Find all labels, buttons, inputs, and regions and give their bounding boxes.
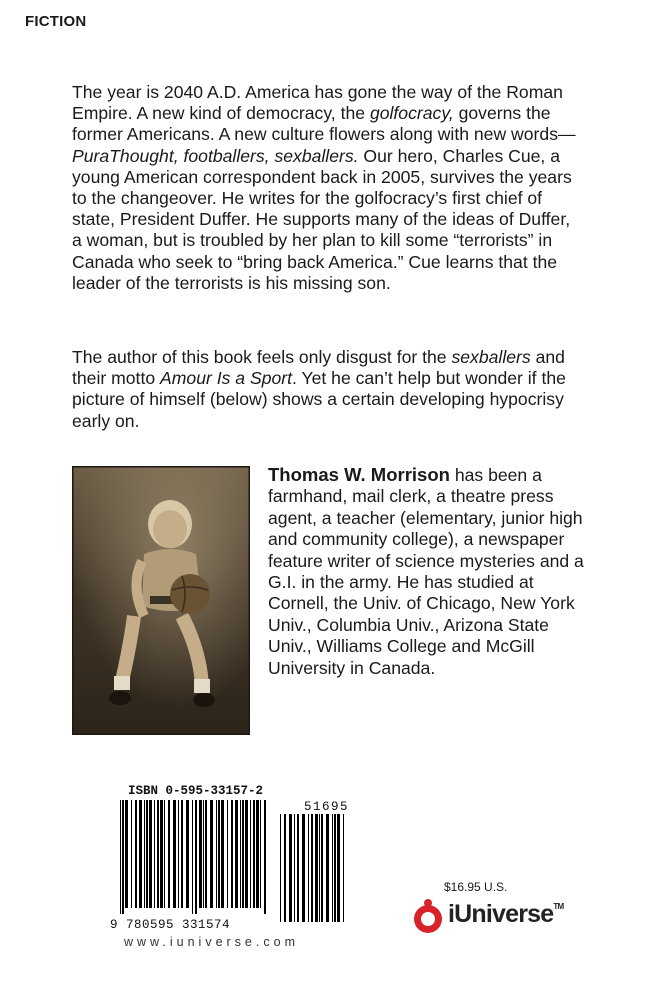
barcode-bar (135, 800, 137, 908)
text-run: The year is 2040 A.D. America has gone the way of the Roman Empire. A new kind of democracy, the (72, 82, 563, 124)
barcode-bar (284, 814, 286, 922)
isbn-label: ISBN 0-595-33157-2 (128, 784, 264, 798)
barcode-bar (192, 800, 193, 914)
barcode-bar (210, 800, 213, 908)
barcode-bar (294, 814, 295, 922)
price-label: $16.95 U.S. (444, 880, 508, 894)
barcode-bar (240, 800, 241, 908)
publisher-logo (412, 898, 582, 936)
barcode-digits: 9 780595 331574 (110, 918, 231, 932)
author-bio-text: has been a farmhand, mail clerk, a theatre press agent, a teacher (elementary, junior high and community college), a newspaper feature writer of science mysteries and a G.I. in the army. He has studied at Cornell, the Univ. of Chicago, New York Univ., Columbia Univ., Arizona State Univ., Williams College and McGill University in Canada. (268, 465, 584, 678)
barcode-bar (178, 800, 179, 908)
blurb-paragraph-2 (72, 347, 577, 432)
barcode-bar (173, 800, 176, 908)
blurb-paragraph-1 (72, 82, 577, 294)
barcode-bar (250, 800, 251, 908)
barcode-bar (308, 814, 309, 922)
barcode-bar (203, 800, 204, 908)
barcode-bar (311, 814, 313, 922)
price-code-digits: 51695 (304, 800, 350, 814)
italic-term: Amour Is a Sport (160, 368, 293, 389)
barcode-bar (146, 800, 148, 908)
barcode-bar (120, 800, 121, 914)
text-run: governs the former Americans. A new culture flowers along with new words— (72, 103, 576, 145)
barcode-bar (260, 800, 261, 908)
iuniverse-logo-icon (412, 898, 444, 936)
barcode-bar (289, 814, 292, 922)
barcode-bar (195, 800, 197, 914)
barcode-bar (216, 800, 217, 908)
barcode-bar (264, 800, 266, 914)
barcode-bars (120, 800, 266, 914)
barcode-bar (157, 800, 159, 908)
barcode-bar (160, 800, 163, 908)
barcode-bar (221, 800, 224, 908)
author-photo (72, 466, 250, 735)
barcode-bar (321, 814, 323, 922)
publisher-url: www.iuniverse.com (124, 935, 299, 949)
barcode-bar (343, 814, 344, 922)
barcode-bar (315, 814, 318, 922)
barcode-bar (319, 814, 320, 922)
barcode-bar (242, 800, 244, 908)
text-run: The author of this book feels only disgust for the (72, 347, 452, 367)
text-run: Our hero, Charles Cue, a young American correspondent back in 2005, survives the years to the changeover. He writes for the golfocracy’s first chief of state, President Duffer. He supports many of the ideas of Duffer, a woman, but is troubled by her plan to kill some “terrorists” in Canada who seek to “bring back America.” Cue learns that the leader of the terrorists is his missing son. (72, 145, 572, 293)
italic-term: PuraThought, footballers, sexballers. (72, 145, 359, 166)
text-run: and their motto (72, 347, 565, 389)
barcode-bar (218, 800, 220, 908)
italic-term: sexballers (451, 347, 531, 367)
barcode-bar (168, 800, 170, 908)
barcode-bar (297, 814, 299, 922)
barcode-bar (337, 814, 340, 922)
barcode-bar (205, 800, 207, 908)
genre-label: FICTION (25, 13, 87, 30)
barcode-bar (227, 800, 228, 908)
barcode-bar (302, 814, 305, 922)
barcode-bar (256, 800, 259, 908)
isbn-barcode (108, 780, 358, 932)
barcode-bar (144, 800, 145, 908)
barcode-bar (131, 800, 132, 908)
barcode-bar (245, 800, 248, 908)
barcode-bar (332, 814, 333, 922)
barcode-bar (253, 800, 255, 908)
barcode-bar (154, 800, 155, 908)
author-bio (268, 464, 588, 679)
barcode-bar (186, 800, 189, 908)
barcode-bar (181, 800, 183, 908)
barcode-bar (334, 814, 336, 922)
publisher-name: iUniverse (448, 900, 554, 928)
barcode-bar (199, 800, 202, 908)
price-barcode-bars (280, 814, 344, 922)
barcode-bar (122, 800, 124, 914)
barcode-bar (125, 800, 128, 908)
italic-term: golfocracy, (369, 103, 454, 124)
barcode-bar (164, 800, 165, 908)
barcode-bar (280, 814, 281, 922)
barcode-bar (326, 814, 329, 922)
barcode-bar (149, 800, 152, 908)
author-name: Thomas W. Morrison (268, 464, 450, 485)
barcode-bar (231, 800, 233, 908)
trademark-mark: TM (553, 902, 564, 911)
text-run: . Yet he can’t help but wonder if the picture of himself (below) shows a certain developing hypocrisy early on. (72, 368, 566, 431)
barcode-bar (235, 800, 238, 908)
barcode-bar (139, 800, 142, 908)
